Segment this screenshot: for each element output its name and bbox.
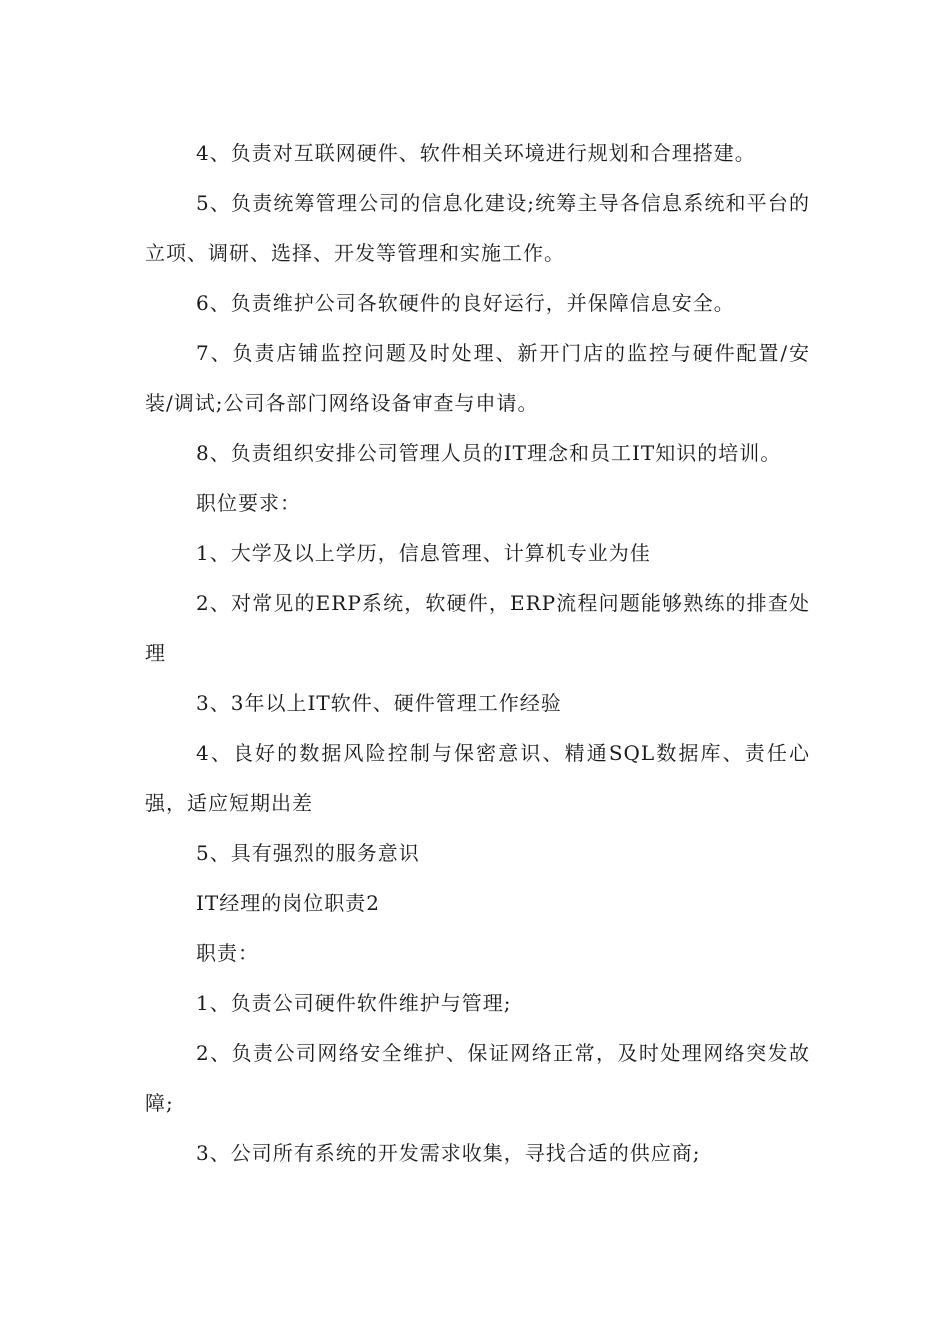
document-body bbox=[145, 128, 810, 1178]
paragraph-requirement-1: 1、大学及以上学历，信息管理、计算机专业为佳 bbox=[196, 541, 651, 565]
paragraph-duty-6: 6、负责维护公司各软硬件的良好运行，并保障信息安全。 bbox=[196, 291, 735, 315]
paragraph-duty-2-1: 1、负责公司硬件软件维护与管理; bbox=[196, 991, 512, 1015]
paragraph-duty-8: 8、负责组织安排公司管理人员的IT理念和员工IT知识的培训。 bbox=[196, 441, 782, 465]
paragraph-requirement-3: 3、3年以上IT软件、硬件管理工作经验 bbox=[196, 691, 562, 715]
paragraph-duty-2-3: 3、公司所有系统的开发需求收集，寻找合适的供应商; bbox=[196, 1141, 701, 1165]
paragraph-requirement-4: 4、良好的数据风险控制与保密意识、精通SQL数据库、责任心强，适应短期出差 bbox=[145, 741, 810, 815]
paragraph-duty-7: 7、负责店铺监控问题及时处理、新开门店的监控与硬件配置/安装/调试;公司各部门网络设备审查与申请。 bbox=[145, 341, 810, 415]
section-heading-duties: 职责： bbox=[196, 941, 259, 965]
section-heading-requirements: 职位要求： bbox=[196, 491, 301, 515]
paragraph-duty-4: 4、负责对互联网硬件、软件相关环境进行规划和合理搭建。 bbox=[196, 141, 756, 165]
paragraph-requirement-5: 5、具有强烈的服务意识 bbox=[196, 841, 420, 865]
paragraph-duty-2-2: 2、负责公司网络安全维护、保证网络正常，及时处理网络突发故障; bbox=[145, 1041, 810, 1115]
paragraph-duty-5: 5、负责统筹管理公司的信息化建设;统筹主导各信息系统和平台的立项、调研、选择、开发等管理和实施工作。 bbox=[145, 191, 810, 265]
paragraph-requirement-2: 2、对常见的ERP系统，软硬件，ERP流程问题能够熟练的排查处理 bbox=[145, 591, 810, 665]
section-title-it-manager-2: IT经理的岗位职责2 bbox=[196, 891, 380, 915]
